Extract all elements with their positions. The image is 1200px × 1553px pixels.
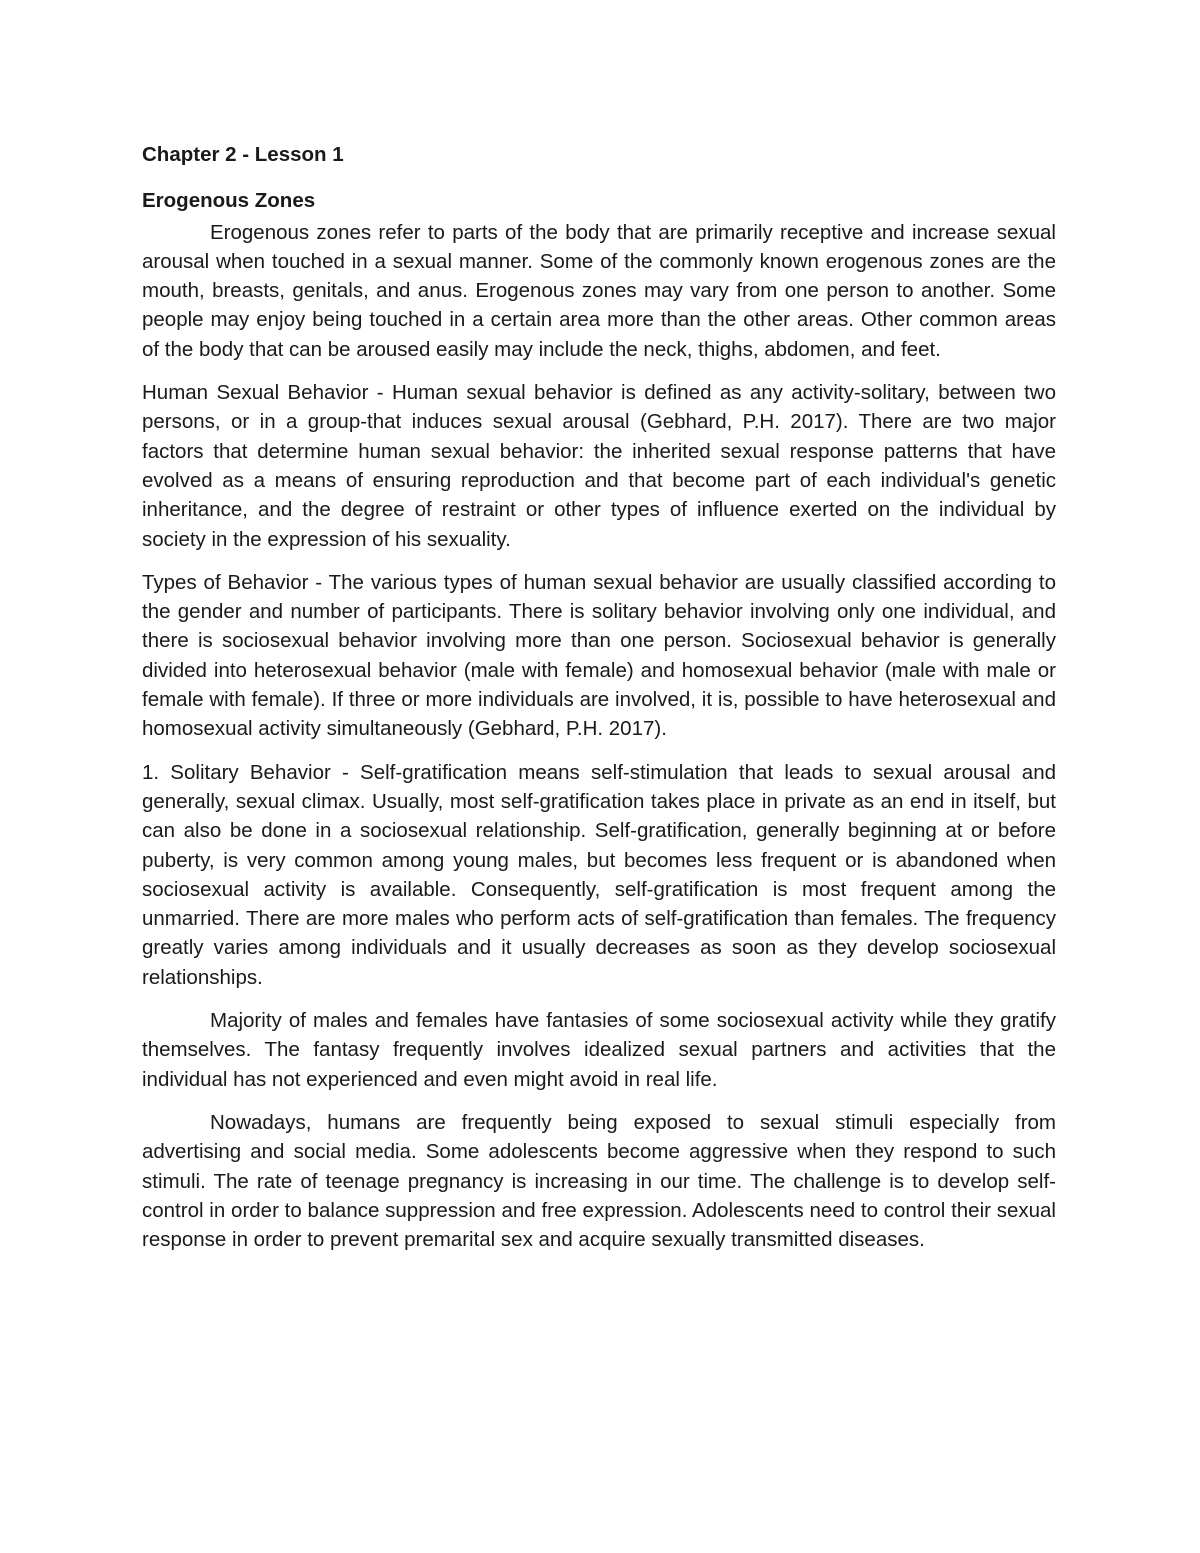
paragraph-fantasies: Majority of males and females have fantasies of some sociosexual activity while they gratify themselves. The fantasy frequently involves idealized sexual partners and activities that the individual has not experienced and even might avoid in real life. bbox=[142, 1009, 1056, 1091]
paragraph-solitary-behavior: 1. Solitary Behavior - Self-gratification means self-stimulation that leads to sexual arousal and generally, sexual climax. Usually, most self-gratification takes place in private as an end in itself, but can also be done in a sociosexual relationship. Self-gratification, generally beginning at or before puberty, is very common among young males, but becomes less frequent or is abandoned when sociosexual activity is available. Consequently, self-gratification is most frequent among the unmarried. There are more males who perform acts of self-gratification than females. The frequency greatly varies among individuals and it usually decreases as soon as they develop sociosexual relationships. bbox=[142, 760, 1056, 989]
paragraph-types-of-behavior: Types of Behavior - The various types of human sexual behavior are usually classified according to the gender and number of participants. There is solitary behavior involving only one individual, and there is sociosexual behavior involving more than one person. Sociosexual behavior is generally divided into heterosexual behavior (male with female) and homosexual behavior (male with male or female with female). If three or more individuals are involved, it is, possible to have heterosexual and homosexual activity simultaneously (Gebhard, P.H. 2017). bbox=[142, 570, 1056, 741]
paragraph-sexual-stimuli: Nowadays, humans are frequently being exposed to sexual stimuli especially from advertising and social media. Some adolescents become aggressive when they respond to such stimuli. The rate of teenage pregnancy is increasing in our time. The challenge is to develop self-control in order to balance suppression and free expression. Adolescents need to control their sexual response in order to prevent premarital sex and acquire sexually transmitted diseases. bbox=[142, 1110, 1056, 1252]
paragraph-erogenous-zones: Erogenous zones refer to parts of the body that are primarily receptive and increase sexual arousal when touched in a sexual manner. Some of the commonly known erogenous zones are the mouth, breasts, genitals, and anus. Erogenous zones may vary from one person to another. Some people may enjoy being touched in a certain area more than the other areas. Other common areas of the body that can be aroused easily may include the neck, thighs, abdomen, and feet. bbox=[142, 220, 1056, 361]
document-page bbox=[142, 140, 1056, 1268]
topic-title: Erogenous Zones bbox=[142, 189, 316, 213]
chapter-title: Chapter 2 - Lesson 1 bbox=[142, 143, 344, 166]
paragraph-human-sexual-behavior: Human Sexual Behavior - Human sexual behavior is defined as any activity-solitary, between two persons, or in a group-that induces sexual arousal (Gebhard, P.H. 2017). There are two major factors that determine human sexual behavior: the inherited sexual response patterns that have evolved as a means of ensuring reproduction and that become part of each individual's genetic inheritance, and the degree of restraint or other types of influence exerted on the individual by society in the expression of his sexuality. bbox=[142, 381, 1056, 551]
